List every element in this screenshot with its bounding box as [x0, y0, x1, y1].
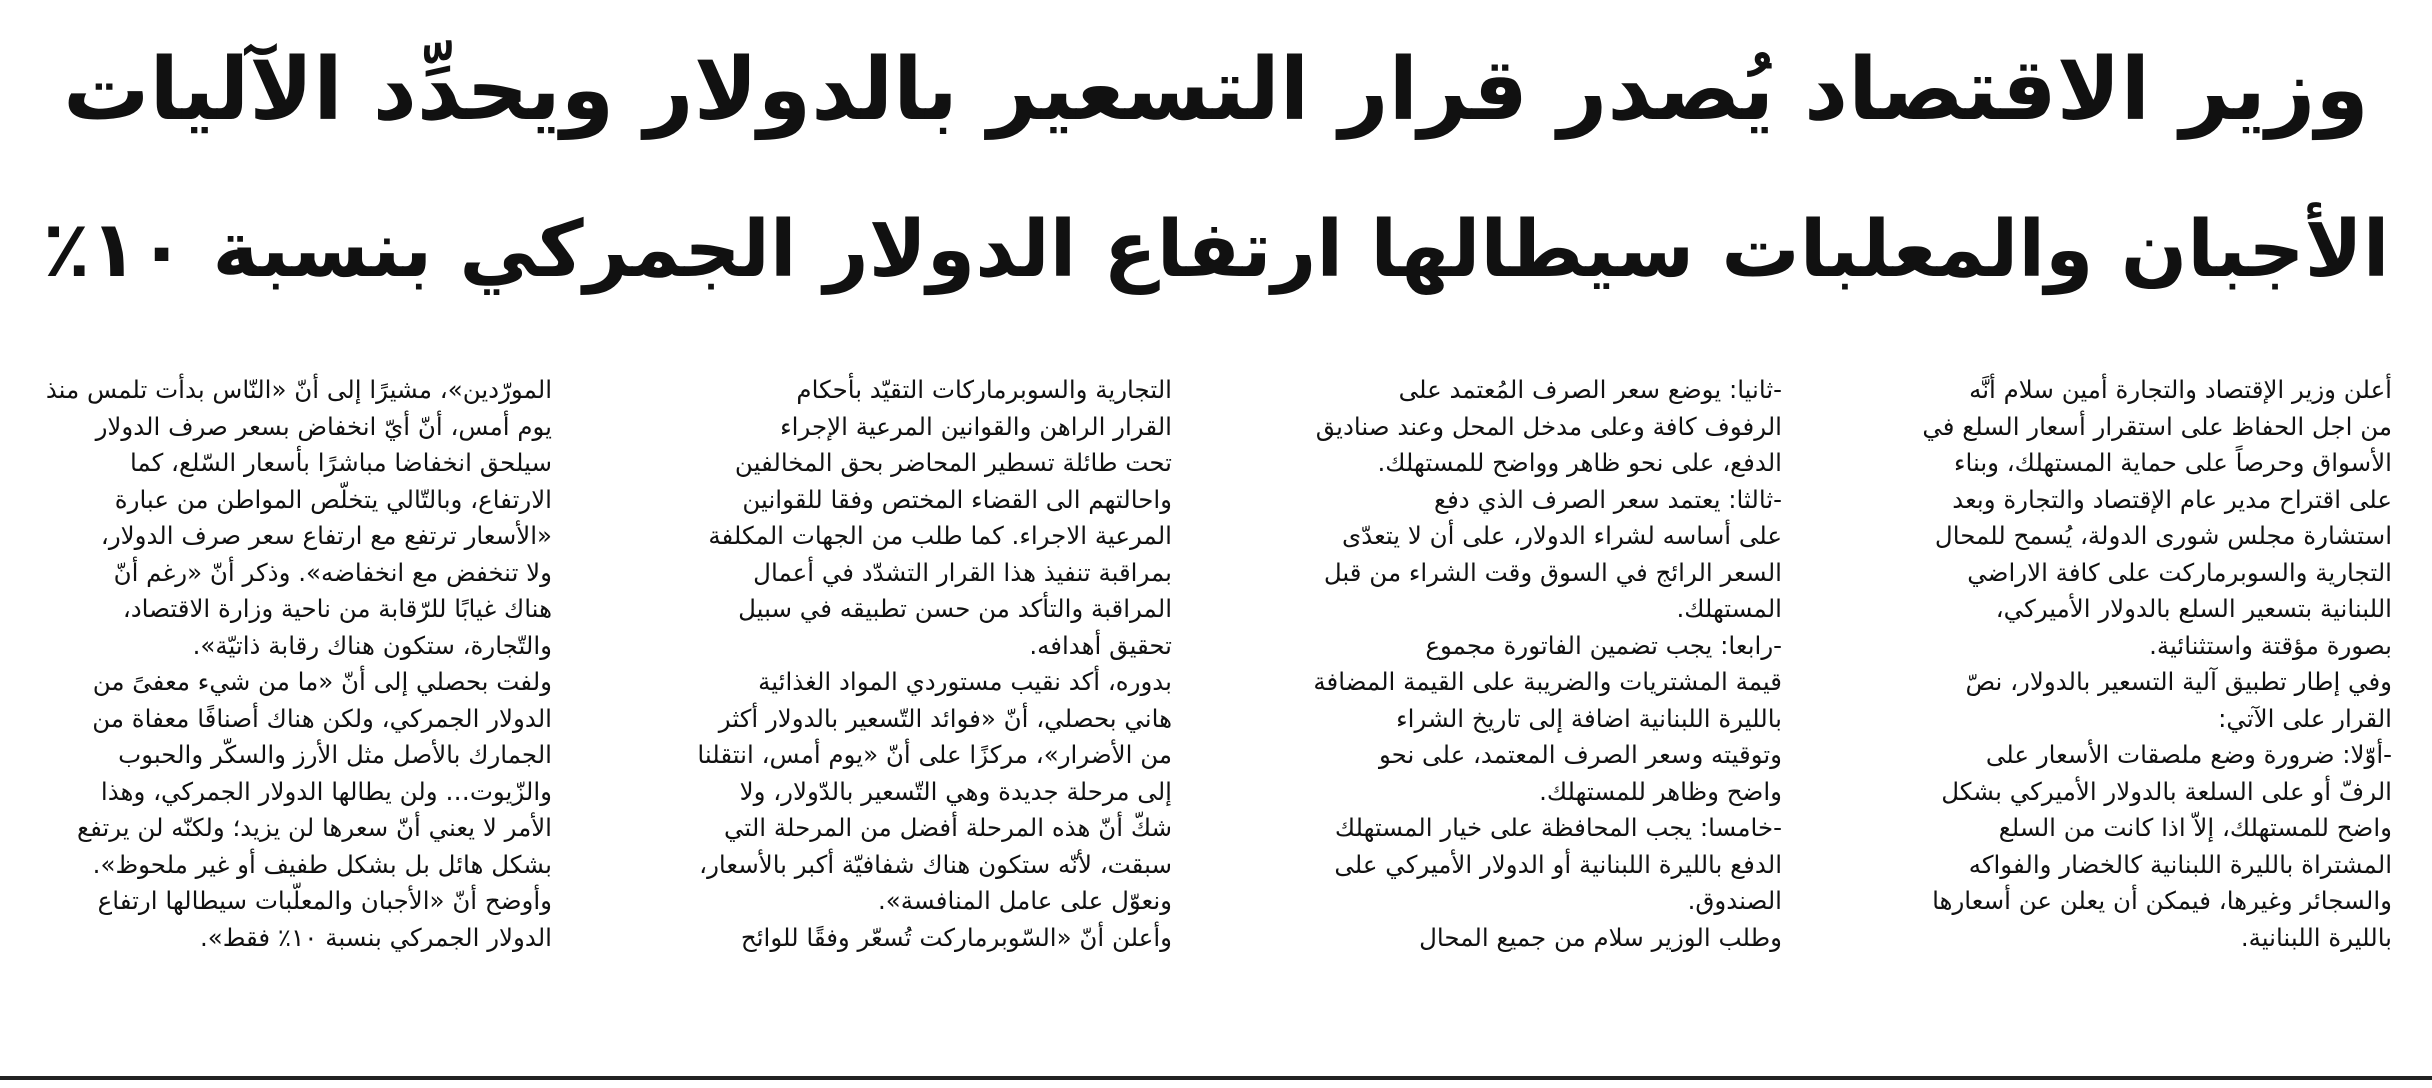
column-4-text: المورّدين»، مشيرًا إلى أنّ «النّاس بدأت تلمس منذ يوم أمس، أنّ أيّ انخفاض بسعر صرف الدولار سيلحق انخفاضا مباشرًا بأسعار السّلع، كما الارتفاع، وبالتّالي يتخلّص المواطن من عبارة «الأسعار ترتفع مع ارتفاع سعر صرف الدولار، ولا تنخفض مع انخفاضه». وذكر أنّ «رغم أنّ هناك غيابًا للرّقابة من ناحية وزارة الاقتصاد، والتّجارة، ستكون هناك رقابة ذاتيّة». ولفت بحصلي إلى أنّ «ما من شيء معفىً من الدولار الجمركي، ولكن هناك أصنافًا معفاة من الجمارك بالأصل مثل الأرز والسكّر والحبوب والزّيوت… ولن يطالها الدولار الجمركي، وهذا الأمر لا يعني أنّ سعرها لن يزيد؛ ولكنّه لن يرتفع بشكل هائل بل بشكل طفيف أو غير ملحوظ». وأوضح أنّ «الأجبان والمعلّبات سيطالها ارتفاع الدولار الجمركي بنسبة ١٠٪ فقط». — [45, 375, 552, 952]
column-3-text: التجارية والسوبرماركات التقيّد بأحكام القرار الراهن والقوانين المرعية الإجراء تحت طائلة تسطير المحاضر بحق المخالفين واحالتهم الى القضاء المختص وفقا للقوانين المرعية الاجراء. كما طلب من الجهات المكلفة بمراقبة تنفيذ هذا القرار التشدّد في أعمال المراقبة والتأكد من حسن تطبيقه في سبيل تحقيق أهدافه. بدوره، أكد نقيب مستوردي المواد الغذائية هاني بحصلي، أنّ «فوائد التّسعير بالدولار أكثر من الأضرار»، مركزًا على أنّ «يوم أمس، انتقلنا إلى مرحلة جديدة وهي التّسعير بالدّولار، ولا شكّ أنّ هذه المرحلة أفضل من المرحلة التي سبقت، لأنّه ستكون هناك شفافيّة أكبر بالأسعار، ونعوّل على عامل المنافسة». وأعلن أنّ «السّوبرماركت تُسعّر وفقًا للوائح — [697, 375, 1172, 952]
bottom-divider — [0, 1076, 2432, 1080]
article-column-3 — [624, 372, 1172, 1062]
article-column-4 — [20, 372, 552, 1062]
article-column-2 — [1234, 372, 1782, 1062]
headline-line-2: الأجبان والمعلبات سيطالها ارتفاع الدولار الجمركي بنسبة ١٠٪ — [42, 205, 2390, 295]
column-1-text: أعلن وزير الإقتصاد والتجارة أمين سلام أنَّه من اجل الحفاظ على استقرار أسعار السلع في الأسواق وحرصاً على حماية المستهلك، وبناء على اقتراح مدير عام الإقتصاد والتجارة وبعد استشارة مجلس شورى الدولة، يُسمح للمحال التجارية والسوبرماركت على كافة الاراضي اللبنانية بتسعير السلع بالدولار الأميركي، بصورة مؤقتة واستثنائية. وفي إطار تطبيق آلية التسعير بالدولار، نصّ القرار على الآتي: -أوّلا: ضرورة وضع ملصقات الأسعار على الرفّ أو على السلعة بالدولار الأميركي بشكل واضح للمستهلك، إلاّ اذا كانت من السلع المشتراة بالليرة اللبنانية كالخضار والفواكه والسجائر وغيرها، فيمكن أن يعلن عن أسعارها بالليرة اللبنانية. — [1922, 375, 2392, 952]
article-body — [0, 372, 2432, 1062]
article-column-1 — [1864, 372, 2392, 1062]
column-2-text: -ثانيا: يوضع سعر الصرف المُعتمد على الرفوف كافة وعلى مدخل المحل وعند صناديق الدفع، على نحو ظاهر وواضح للمستهلك. -ثالثا: يعتمد سعر الصرف الذي دفع على أساسه لشراء الدولار، على أن لا يتعدّى السعر الرائج في السوق وقت الشراء من قبل المستهلك. -رابعا: يجب تضمين الفاتورة مجموع قيمة المشتريات والضريبة على القيمة المضافة بالليرة اللبنانية اضافة إلى تاريخ الشراء وتوقيته وسعر الصرف المعتمد، على نحو واضح وظاهر للمستهلك. -خامسا: يجب المحافظة على خيار المستهلك الدفع بالليرة اللبنانية أو الدولار الأميركي على الصندوق. وطلب الوزير سلام من جميع المحال — [1313, 375, 1782, 952]
headline-line-1: وزير الاقتصاد يُصدر قرار التسعير بالدولار ويحدِّد الآليات — [63, 40, 2369, 140]
